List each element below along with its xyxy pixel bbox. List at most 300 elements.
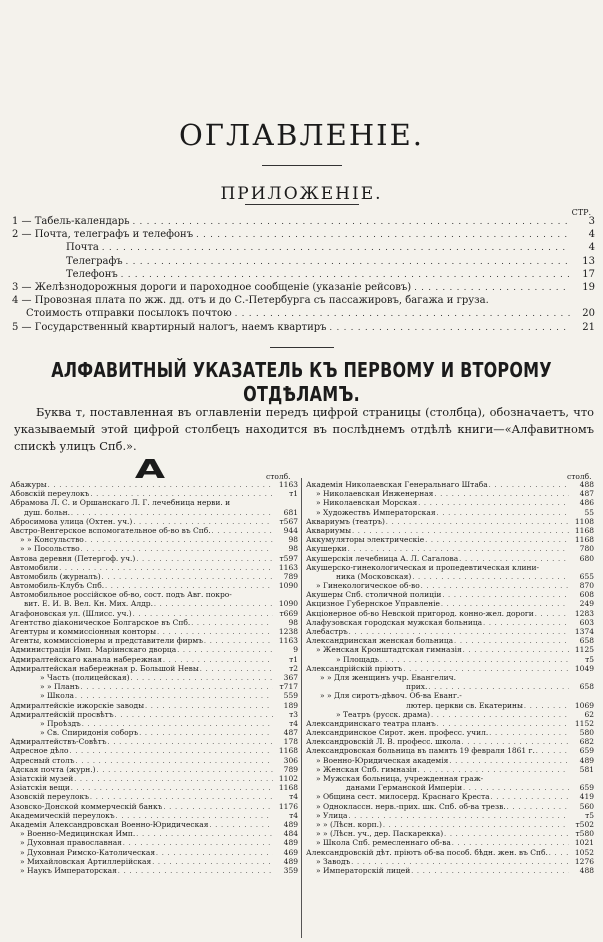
entry-text: Академія Николаевская Генеральнаго Штаба — [306, 480, 488, 489]
leader-dots — [156, 848, 273, 857]
left-col-label: столб. — [266, 472, 291, 481]
index-entry — [306, 673, 594, 682]
entry-text: » Наукъ Императорская — [20, 865, 117, 875]
right-col-label: столб. — [567, 472, 592, 481]
index-entry — [306, 645, 594, 654]
entry-text: » Одноклассн. нерв.-прих. шк. Спб. об-ва трезв. — [316, 801, 506, 811]
index-entry — [10, 599, 298, 608]
entry-text: Александринское Сирот. жен. професс. учил. — [306, 728, 489, 738]
entry-text: Аквариумъ (театръ) — [306, 516, 385, 526]
entry-number: 780 — [579, 544, 594, 554]
entry-number: 560 — [579, 801, 594, 811]
entry-number: 1108 — [574, 516, 594, 526]
index-entry — [10, 710, 298, 719]
leader-dots — [70, 746, 274, 755]
entry-number: 580 — [579, 728, 594, 738]
leader-dots — [437, 719, 569, 728]
leader-dots — [536, 746, 569, 755]
index-entry — [10, 627, 298, 636]
entry-number: 419 — [579, 792, 594, 802]
entry-number: т5 — [585, 810, 594, 820]
entry-text: прих. — [406, 682, 428, 692]
index-entry — [10, 682, 298, 691]
leader-dots — [421, 581, 569, 590]
toc-row — [12, 216, 595, 229]
entry-number: 484 — [283, 829, 298, 839]
entry-text: Агентуры и коммиссіонныя конторы — [10, 627, 157, 636]
leader-dots — [449, 756, 569, 765]
entry-number: 659 — [579, 783, 594, 793]
entry-text: Адмиралтейскаго канала набережная — [10, 654, 162, 664]
index-entry — [306, 526, 594, 535]
entry-text: » Гинекологическое об-во — [316, 581, 420, 591]
entry-number: 189 — [283, 700, 298, 710]
leader-dots — [71, 508, 273, 517]
leader-dots — [76, 756, 274, 765]
index-heading: АЛФАВИТНЫЙ УКАЗАТЕЛЬ КЪ ПЕРВОМУ И ВТОРОМУ ОТДѢЛАМЪ. — [51, 358, 552, 406]
entry-number: 658 — [579, 682, 594, 692]
leader-dots — [412, 572, 569, 581]
entry-text: Акушеры Спб. столичной полиціи — [306, 590, 442, 600]
entry-text: » » Для сиротъ-дѣвоч. Об-ва Еванг.- — [320, 691, 462, 701]
entry-text: Адмиралтейская набережная р. Большой Невы — [10, 663, 199, 673]
leader-dots — [491, 792, 569, 801]
entry-text: » Школа Спб. ремесленнаго об-ва — [316, 838, 451, 848]
entry-number: 659 — [579, 746, 594, 756]
leader-dots — [431, 710, 569, 719]
entry-number: 1125 — [574, 645, 594, 655]
leader-dots — [330, 322, 570, 333]
toc-entry-text: Стоимость отправки посылокъ почтою — [26, 308, 232, 320]
leader-dots — [349, 627, 569, 636]
leader-dots — [235, 308, 570, 319]
entry-text: Азовско-Донской коммерческій банкъ — [10, 801, 163, 811]
entry-text: Адресное дѣло — [10, 746, 69, 756]
entry-number: 489 — [579, 755, 594, 765]
entry-number: 1152 — [574, 718, 594, 728]
leader-dots — [90, 489, 273, 498]
entry-text: » » Планъ — [40, 682, 80, 692]
index-entry — [10, 618, 298, 627]
entry-text: лютер. церкви св. Екатерины — [406, 700, 523, 710]
index-entry — [10, 535, 298, 544]
index-entry — [10, 719, 298, 728]
entry-number: 489 — [283, 856, 298, 866]
entry-text: Аквариумы — [306, 525, 352, 535]
entry-text: Абрамова Л. С. и Оршанскаго Л. Г. лечебница нерви. и — [10, 498, 231, 508]
toc-entry-text: 5 — Государственный квартирный налогъ, наемъ квартиръ — [12, 321, 327, 333]
entry-text: Александровскій Л. В. професс. школа — [306, 737, 461, 747]
index-right-column — [306, 480, 594, 875]
entry-text: Абажуры — [10, 480, 47, 489]
leader-dots — [133, 609, 273, 618]
entry-number: 249 — [579, 599, 594, 609]
leader-dots — [348, 544, 569, 553]
leader-dots — [437, 508, 569, 517]
entry-number: 870 — [579, 581, 594, 591]
entry-text: Агенты, коммиссіонеры и представители фирмъ — [10, 636, 204, 646]
entry-number: 608 — [579, 590, 594, 600]
index-entry — [306, 489, 594, 498]
leader-dots — [191, 618, 273, 627]
entry-text: Адресный столъ — [10, 755, 75, 765]
entry-text: » Военно-Медицинская Имп. — [20, 829, 136, 839]
leader-dots — [428, 682, 569, 691]
leader-dots — [348, 811, 569, 820]
entry-text: Александрійскій пріютъ — [306, 663, 403, 673]
index-entry — [306, 563, 594, 572]
entry-number: 1163 — [278, 636, 298, 646]
entry-text: Академическій переулокъ — [10, 810, 115, 820]
entry-number: 306 — [283, 755, 298, 765]
toc-page-number: 19 — [582, 281, 595, 293]
index-entry — [10, 792, 298, 801]
entry-text: Адская почта (журн.) — [10, 764, 96, 774]
entry-text: » » (Лѣсн. уч., дер. Паскарекка) — [316, 829, 444, 839]
toc-entry-text: Телеграфъ — [66, 255, 123, 267]
leader-dots — [133, 517, 273, 526]
entry-number: 367 — [283, 672, 298, 682]
leader-dots — [403, 664, 569, 673]
leader-dots — [386, 517, 569, 526]
toc-page-number: 3 — [588, 216, 595, 227]
entry-text: Адмиралтейскій просвѣтъ — [10, 709, 114, 719]
index-entry — [306, 728, 594, 737]
entry-number: т567 — [279, 516, 298, 526]
toc-entry-text: 4 — Провозная плата по жж. дд. отъ и до С.-Петербурга съ пассажировъ, багажа и груза. — [12, 295, 489, 307]
entry-number: 55 — [584, 507, 594, 517]
index-entry — [306, 517, 594, 526]
toc-entry-text: 3 — Желѣзнодорожныя дороги и пароходное сообщеніе (указаніе рейсовъ) — [12, 281, 412, 293]
entry-number: 178 — [283, 737, 298, 747]
entry-text: Акушерки — [306, 544, 347, 554]
entry-text: Акцизное Губернское Управленіе — [306, 599, 440, 609]
leader-dots — [483, 618, 569, 627]
leader-dots — [441, 599, 569, 608]
entry-number: т4 — [289, 810, 298, 820]
leader-dots — [212, 526, 273, 535]
entry-text: Азіатскій музей — [10, 774, 74, 783]
leader-dots — [97, 765, 273, 774]
leader-dots — [351, 857, 569, 866]
entry-text: Абросимова улица (Охтен. уч.) — [10, 516, 133, 526]
appendix-rule — [245, 204, 359, 205]
index-entry — [10, 673, 298, 682]
leader-dots — [102, 572, 273, 581]
toc-row — [12, 229, 595, 242]
toc-page-number: 20 — [582, 308, 595, 320]
index-entry — [10, 572, 298, 581]
index-entry — [306, 866, 594, 875]
leader-dots — [463, 783, 569, 792]
leader-dots — [418, 498, 569, 507]
entry-number: 487 — [579, 489, 594, 499]
entry-number: т502 — [575, 819, 594, 829]
entry-text: Алафузовская городская мужская больница — [306, 617, 483, 627]
leader-dots — [152, 857, 273, 866]
index-entry — [10, 701, 298, 710]
entry-text: » Духовная Римско-Католическая — [20, 847, 156, 857]
leader-dots — [139, 728, 273, 737]
index-entry — [306, 636, 594, 645]
index-entry — [10, 554, 298, 563]
index-entry — [10, 526, 298, 535]
entry-text: Александринская женская больница — [306, 636, 454, 646]
index-entry — [306, 765, 594, 774]
leader-dots — [154, 599, 273, 608]
entry-text: » Часть (полицейская) — [40, 672, 130, 682]
entry-number: т3 — [289, 709, 298, 719]
entry-number: 1176 — [278, 801, 298, 811]
leader-dots — [209, 820, 273, 829]
leader-dots — [444, 829, 569, 838]
index-entry — [306, 701, 594, 710]
toc-page-number: 4 — [588, 242, 595, 254]
leader-dots — [489, 480, 569, 489]
leader-dots — [383, 820, 569, 829]
leader-dots — [204, 636, 273, 645]
index-entry — [10, 838, 298, 847]
toc-page-number: 4 — [588, 229, 595, 241]
leader-dots — [352, 526, 569, 535]
entry-number: 62 — [584, 709, 594, 719]
index-entry — [306, 535, 594, 544]
index-entry — [306, 691, 594, 700]
entry-number: 1090 — [278, 599, 298, 609]
entry-text: » Женская Спб. гимназія — [316, 764, 417, 774]
entry-number: 1069 — [574, 700, 594, 710]
entry-text: Адмиралтействъ-Совѣтъ — [10, 737, 107, 747]
index-left-column — [10, 480, 298, 875]
entry-number: 1102 — [278, 774, 298, 783]
entry-text: Автова деревня (Петергоф. уч.) — [10, 553, 136, 563]
entry-text: » Театръ (русск. драма) — [336, 709, 431, 719]
entry-text: » » Консульство — [20, 535, 84, 545]
leader-dots — [163, 655, 273, 664]
entry-number: 9 — [293, 645, 298, 655]
toc-entry-text: Телефонъ — [66, 268, 118, 280]
entry-number: 98 — [288, 544, 298, 554]
entry-text: » Площадь — [336, 654, 379, 664]
index-entry — [10, 544, 298, 553]
index-entry — [10, 746, 298, 755]
index-entry — [10, 517, 298, 526]
leader-dots — [452, 838, 569, 847]
leader-dots — [121, 269, 570, 280]
index-entry — [306, 590, 594, 599]
entry-text: Аккумуляторы электрическіе — [306, 535, 425, 545]
toc-page-number: 13 — [582, 255, 595, 267]
index-entry — [10, 802, 298, 811]
leader-dots — [196, 229, 570, 240]
toc-row — [12, 295, 595, 308]
index-entry — [10, 737, 298, 746]
entry-number: 1283 — [574, 608, 594, 618]
index-entry — [306, 737, 594, 746]
leader-dots — [74, 774, 273, 783]
leader-dots — [380, 655, 569, 664]
entry-text: Автомобили — [10, 562, 59, 572]
entry-number: 655 — [579, 571, 594, 581]
index-entry — [10, 609, 298, 618]
toc-row — [12, 269, 595, 282]
entry-text: Александринскаго театра планъ — [306, 718, 436, 728]
entry-text: данами Германской Имперіи — [346, 783, 463, 793]
leader-dots — [145, 701, 273, 710]
page-title: ОГЛАВЛЕНІЕ. — [179, 118, 424, 152]
leader-dots — [414, 282, 570, 293]
index-entry — [306, 829, 594, 838]
index-entry — [10, 765, 298, 774]
entry-text: » Художествъ Императорская — [316, 507, 436, 517]
entry-text: » Духовная православная — [20, 838, 122, 848]
entry-text: » Улица — [316, 810, 348, 820]
entry-text: Акушерско-гинекологическая и пропедевтическая клини- — [306, 562, 539, 572]
index-entry — [10, 664, 298, 673]
entry-number: 603 — [579, 617, 594, 627]
leader-dots — [136, 829, 273, 838]
index-entry — [306, 572, 594, 581]
leader-dots — [442, 590, 569, 599]
index-entry — [306, 719, 594, 728]
index-entry — [306, 554, 594, 563]
index-entry — [10, 691, 298, 700]
leader-dots — [75, 691, 273, 700]
entry-text: Александровская больница въ память 19 февраля 1861 г. — [306, 746, 535, 756]
entry-number: т2 — [289, 663, 298, 673]
entry-number: 559 — [283, 691, 298, 701]
index-entry — [306, 811, 594, 820]
entry-number: 1052 — [574, 847, 594, 857]
index-entry — [306, 774, 594, 783]
leader-dots — [454, 636, 569, 645]
index-entry — [10, 480, 298, 489]
index-entry — [306, 820, 594, 829]
leader-dots — [126, 256, 570, 267]
leader-dots — [200, 664, 273, 673]
entry-text: душ. больн. — [24, 507, 71, 517]
leader-dots — [131, 673, 273, 682]
leader-dots — [108, 737, 273, 746]
leader-dots — [462, 737, 569, 746]
entry-number: т669 — [279, 608, 298, 618]
index-entry — [306, 599, 594, 608]
entry-number: 1276 — [574, 856, 594, 866]
leader-dots — [118, 866, 273, 875]
index-entry — [10, 866, 298, 875]
entry-number: 1168 — [278, 783, 298, 793]
entry-text: » Община сест. милосерд. Краснаго Креста — [316, 792, 490, 802]
entry-number: 1021 — [574, 838, 594, 848]
entry-number: 1374 — [574, 627, 594, 636]
entry-number: 1163 — [278, 480, 298, 489]
toc-page-number: 17 — [582, 268, 595, 280]
index-entry — [10, 645, 298, 654]
entry-text: Агентство діаконическое Болгарское въ Спб. — [10, 617, 191, 627]
index-entry — [306, 802, 594, 811]
index-note: Буква т, поставленная въ оглавленіи передъ цифрой страницы (столбца), обозначаетъ, что указываемый этой цифрой столбецъ находится въ послѣднемъ отдѣлѣ книги—«Алфавитномъ спискѣ улицъ Спб.». — [14, 405, 594, 453]
index-entry — [306, 480, 594, 489]
entry-number: 681 — [283, 507, 298, 517]
leader-dots — [163, 802, 273, 811]
leader-dots — [123, 838, 273, 847]
leader-dots — [71, 783, 273, 792]
index-entry — [306, 792, 594, 801]
entry-number: т4 — [289, 718, 298, 728]
entry-text: Автомобиль-Клубъ Спб. — [10, 581, 105, 591]
leader-dots — [115, 710, 273, 719]
entry-number: 682 — [579, 737, 594, 747]
entry-number: 1163 — [278, 562, 298, 572]
entry-text: вит. Е. И. В. Вел. Кн. Мих. Алдр. — [24, 599, 153, 609]
leader-dots — [116, 811, 273, 820]
entry-text: » » Посольство — [20, 544, 80, 554]
entry-text: » Николаевская Морская — [316, 498, 418, 508]
entry-number: 98 — [288, 535, 298, 545]
entry-number: т4 — [289, 792, 298, 802]
toc-page-number: 21 — [582, 321, 595, 333]
entry-number: 489 — [283, 819, 298, 829]
leader-dots — [81, 682, 274, 691]
entry-text: Александровскій дѣт. пріютъ об-ва пособ. бѣдн. жен. въ Спб. — [306, 847, 548, 857]
leader-dots — [81, 544, 273, 553]
entry-number: 1168 — [574, 525, 594, 535]
leader-dots — [59, 563, 273, 572]
index-entry — [10, 829, 298, 838]
toc-entry-text: 1 — Табель-календарь — [12, 216, 130, 227]
toc-row — [12, 322, 595, 335]
entry-number: 489 — [283, 838, 298, 848]
index-entry — [306, 848, 594, 857]
leader-dots — [463, 645, 569, 654]
entry-text: Азовскій переулокъ — [10, 792, 90, 802]
index-entry — [306, 581, 594, 590]
leader-dots — [507, 802, 569, 811]
toc-row — [12, 256, 595, 269]
leader-dots — [177, 645, 273, 654]
leader-dots — [459, 554, 569, 563]
entry-text: Агафоновская ул. (Шлисс. уч.) — [10, 608, 132, 618]
entry-text: » Школа — [40, 691, 74, 701]
entry-number: 658 — [579, 636, 594, 646]
index-entry — [306, 498, 594, 507]
entry-text: Академія Александровская Военно-Юридическая — [10, 819, 209, 829]
entry-text: » » Для женщинъ учр. Евангелич. — [320, 672, 456, 682]
leader-dots — [48, 480, 273, 489]
leader-dots — [133, 216, 570, 227]
entry-text: Автомобильное россійское об-во, сост. подъ Авг. покро- — [10, 590, 232, 600]
entry-text: » Мужская больница, учрежденная граж- — [316, 774, 484, 783]
index-entry — [306, 508, 594, 517]
entry-number: 1168 — [278, 746, 298, 756]
toc-entry-text: Почта — [66, 242, 99, 254]
index-entry — [306, 664, 594, 673]
entry-text: » Женская Кронштадтская гимназія — [316, 645, 462, 655]
entry-text: » Заводъ — [316, 856, 351, 866]
index-entry — [306, 655, 594, 664]
entry-text: Администрація Имп. Маріинскаго дворца — [10, 645, 177, 655]
index-entry — [10, 774, 298, 783]
entry-text: » Проѣздъ — [40, 718, 81, 728]
index-entry — [306, 710, 594, 719]
entry-number: т580 — [575, 829, 594, 839]
entry-number: 359 — [283, 865, 298, 875]
toc-entry-text: 2 — Почта, телеграфъ и телефонъ — [12, 229, 194, 241]
entry-number: 789 — [283, 764, 298, 774]
index-entry — [306, 838, 594, 847]
leader-dots — [489, 728, 569, 737]
entry-text: ника (Московская) — [336, 571, 412, 581]
